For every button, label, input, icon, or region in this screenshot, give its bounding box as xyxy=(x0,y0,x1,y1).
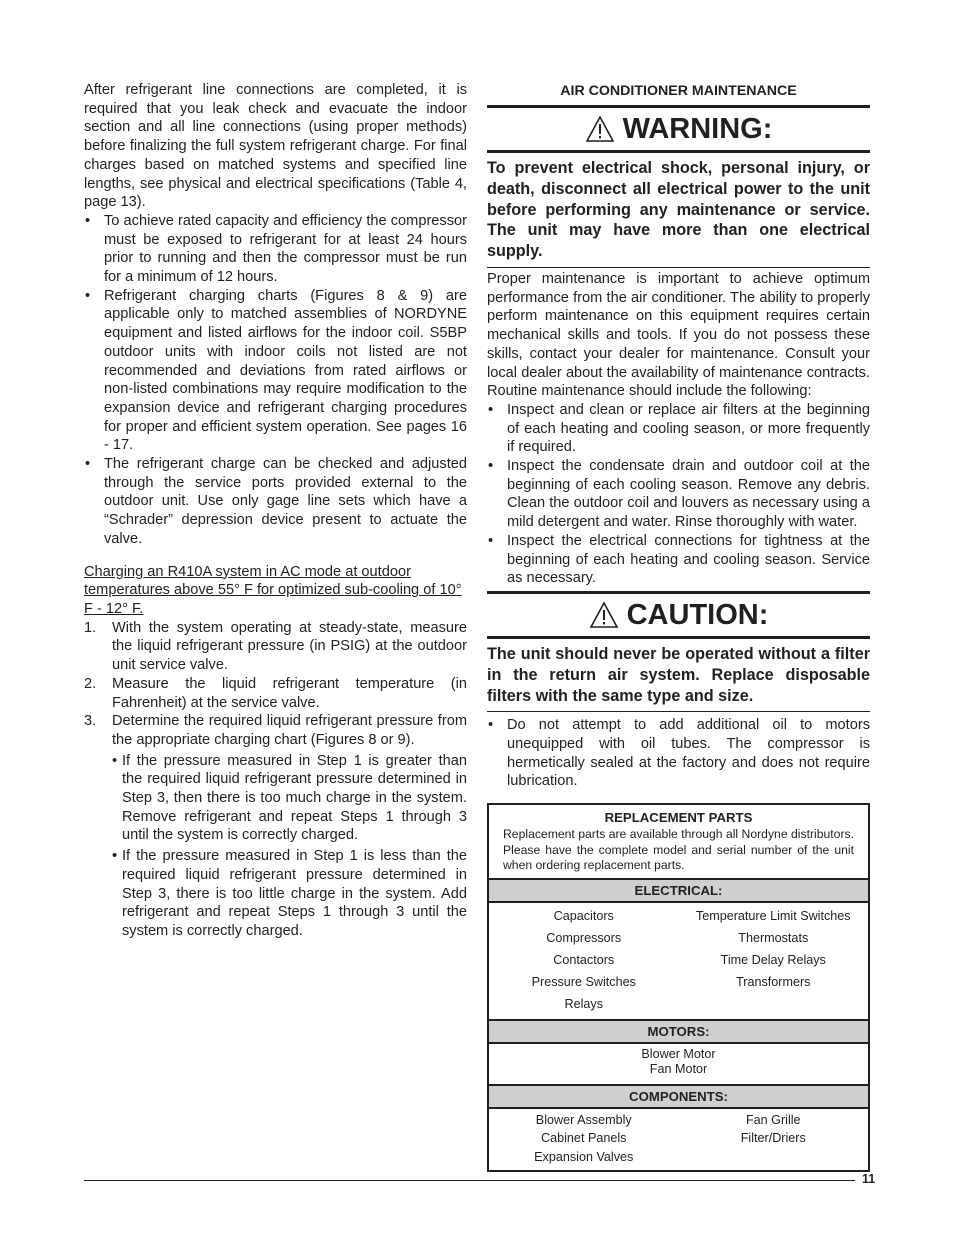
list-item xyxy=(679,993,869,1015)
sub-bullet-text: If the pressure measured in Step 1 is less than the required liquid refrigerant pressure determined in Step 3, there is too little charge in the system. Add refrigerant and repeat Steps 1 through 3 until the system is correctly charged. xyxy=(122,848,467,939)
warning-text: To prevent electrical shock, personal injury, or death, disconnect all electrical power to the unit before performing any maintenance or service. The unit may have more than one electrical supply. xyxy=(487,159,870,261)
list-item: • The refrigerant charge can be checked and adjusted through the service ports provided external to the outdoor unit. Use only gage line sets which have a “Schrader” depression device present to actuate the valve. xyxy=(84,455,467,549)
footer-divider xyxy=(84,1180,855,1181)
list-item: • To achieve rated capacity and efficiency the compressor must be exposed to refrigerant for at least 24 hours prior to running and then the compressor must be run for a minimum of 12 hours. xyxy=(84,212,467,287)
list-item: Relays xyxy=(564,996,603,1011)
list-item: Blower Assembly xyxy=(535,1112,632,1127)
parts-title: REPLACEMENT PARTS xyxy=(604,810,753,826)
step-text: Determine the required liquid refrigerant pressure from the appropriate charging chart (Figures 8 or 9). xyxy=(112,713,467,748)
section-title: AIR CONDITIONER MAINTENANCE xyxy=(560,83,797,99)
step-item xyxy=(84,712,467,749)
list-item xyxy=(679,1148,869,1167)
warning-triangle-icon xyxy=(585,115,615,143)
list-item: • Do not attempt to add additional oil to motors unequipped with oil tubes. The compressor is hermetically sealed at the factory and does not require lubrication. xyxy=(487,716,870,791)
list-item: Capacitors xyxy=(553,908,614,923)
list-item: Thermostats xyxy=(738,930,809,945)
list-item: Blower Motor xyxy=(641,1046,716,1061)
step-item xyxy=(84,619,467,675)
motors-header: MOTORS: xyxy=(489,1019,868,1044)
caution-banner xyxy=(487,594,870,636)
sub-bullet: • If the pressure measured in Step 1 is less than the required liquid refrigerant pressure determined in Step 3, there is too little charge in the system. Add refrigerant and repeat Steps 1 through 3 until the system is correctly charged. xyxy=(112,848,467,939)
warning-triangle-icon xyxy=(589,601,619,629)
list-item: Contactors xyxy=(553,952,615,967)
components-list xyxy=(489,1109,868,1171)
motors-list xyxy=(489,1044,868,1084)
caution-label: CAUTION: xyxy=(626,598,769,631)
step-text: Measure the liquid refrigerant temperature (in Fahrenheit) at the service valve. xyxy=(112,675,467,711)
list-item: Cabinet Panels xyxy=(541,1131,627,1146)
charging-heading: Charging an R410A system in AC mode at outdoor temperatures above 55° F for optimized sub-cooling of 10° F - 12° F. xyxy=(84,563,462,617)
caution-bullet-list xyxy=(487,712,870,791)
warning-label: WARNING: xyxy=(622,112,773,145)
electrical-list xyxy=(489,903,868,1019)
list-item: • Inspect and clean or replace air filters at the beginning of each heating and cooling season, or more frequently if required. xyxy=(487,401,870,457)
list-item: Fan Grille xyxy=(745,1112,801,1127)
step-text: With the system operating at steady-state, measure the liquid refrigerant pressure (in PSIG) at the outdoor unit service valve. xyxy=(112,619,467,674)
right-column xyxy=(487,81,870,1172)
charging-steps xyxy=(84,619,467,750)
sub-bullet-text: If the pressure measured in Step 1 is greater than the required liquid refrigerant pressure determined in Step 3, then there is too much charge in the system. Remove refrigerant and repeat Steps 1 through 3 until the system is correctly charged. xyxy=(122,752,467,844)
list-item: • Inspect the condensate drain and outdoor coil at the beginning of each cooling season. Remove any debris. Clean the outdoor coil and louvers as necessary using a mild detergent and water. Rinse thoroughly with water. xyxy=(487,457,870,532)
page-number: 11 xyxy=(862,1172,876,1186)
list-item: Pressure Switches xyxy=(531,974,636,989)
electrical-header: ELECTRICAL: xyxy=(489,878,868,903)
list-item: Filter/Driers xyxy=(740,1131,806,1146)
replacement-parts-box xyxy=(487,803,870,1172)
left-column xyxy=(84,81,467,941)
maintenance-bullet-list xyxy=(487,401,870,591)
step-number: 3. xyxy=(84,713,97,730)
warning-banner xyxy=(487,108,870,150)
list-item: Fan Motor xyxy=(649,1062,708,1077)
intro-bullet-list xyxy=(84,212,467,549)
sub-bullet: • If the pressure measured in Step 1 is greater than the required liquid refrigerant pressure determined in Step 3, then there is too much charge in the system. Remove refrigerant and repeat Steps 1 through 3 until the system is correctly charged. xyxy=(112,752,467,844)
list-item: Expansion Valves xyxy=(534,1149,634,1164)
list-item: • Inspect the electrical connections for tightness at the beginning of each heating and cooling season. Service as necessary. xyxy=(487,532,870,588)
step-number: 1. xyxy=(84,619,97,636)
list-item: Time Delay Relays xyxy=(720,952,826,967)
step-number: 2. xyxy=(84,675,97,692)
caution-text: The unit should never be operated without a filter in the return air system. Replace disposable filters with the same type and size. xyxy=(487,644,870,705)
list-item: • Refrigerant charging charts (Figures 8 & 9) are applicable only to matched assemblies of NORDYNE equipment and listed airflows for the indoor coil. S5BP outdoor units with indoor coils not listed are not recommended and deviations from rated airflows or non-listed combinations may require modification to the expansion device and refrigerant charging procedures for proper and efficient system operation. See pages 16 - 17. xyxy=(84,287,467,455)
list-item: Transformers xyxy=(736,974,811,989)
maintenance-intro: Proper maintenance is important to achieve optimum performance from the air conditioner. The ability to properly perform maintenance on this equipment requires certain mechanical skills and tools. If you do not possess these skills, contact your dealer for maintenance. Consult your local dealer about the availability of maintenance contracts. Routine maintenance should include the following: xyxy=(487,270,870,400)
list-item: Compressors xyxy=(546,930,622,945)
parts-header xyxy=(489,805,868,878)
parts-note: Replacement parts are available through all Nordyne distributors. Please have the complete model and serial number of the unit when ordering replacement parts. xyxy=(503,827,854,873)
intro-paragraph: After refrigerant line connections are completed, it is required that you leak check and evacuate the indoor section and all line connections (using proper methods) before finalizing the full system refrigerant charge. For final charges based on matched systems and specified line lengths, see physical and electrical specifications (Table 4, page 13). xyxy=(84,82,467,211)
components-header: COMPONENTS: xyxy=(489,1084,868,1109)
list-item: Temperature Limit Switches xyxy=(695,908,851,923)
step-item xyxy=(84,675,467,712)
